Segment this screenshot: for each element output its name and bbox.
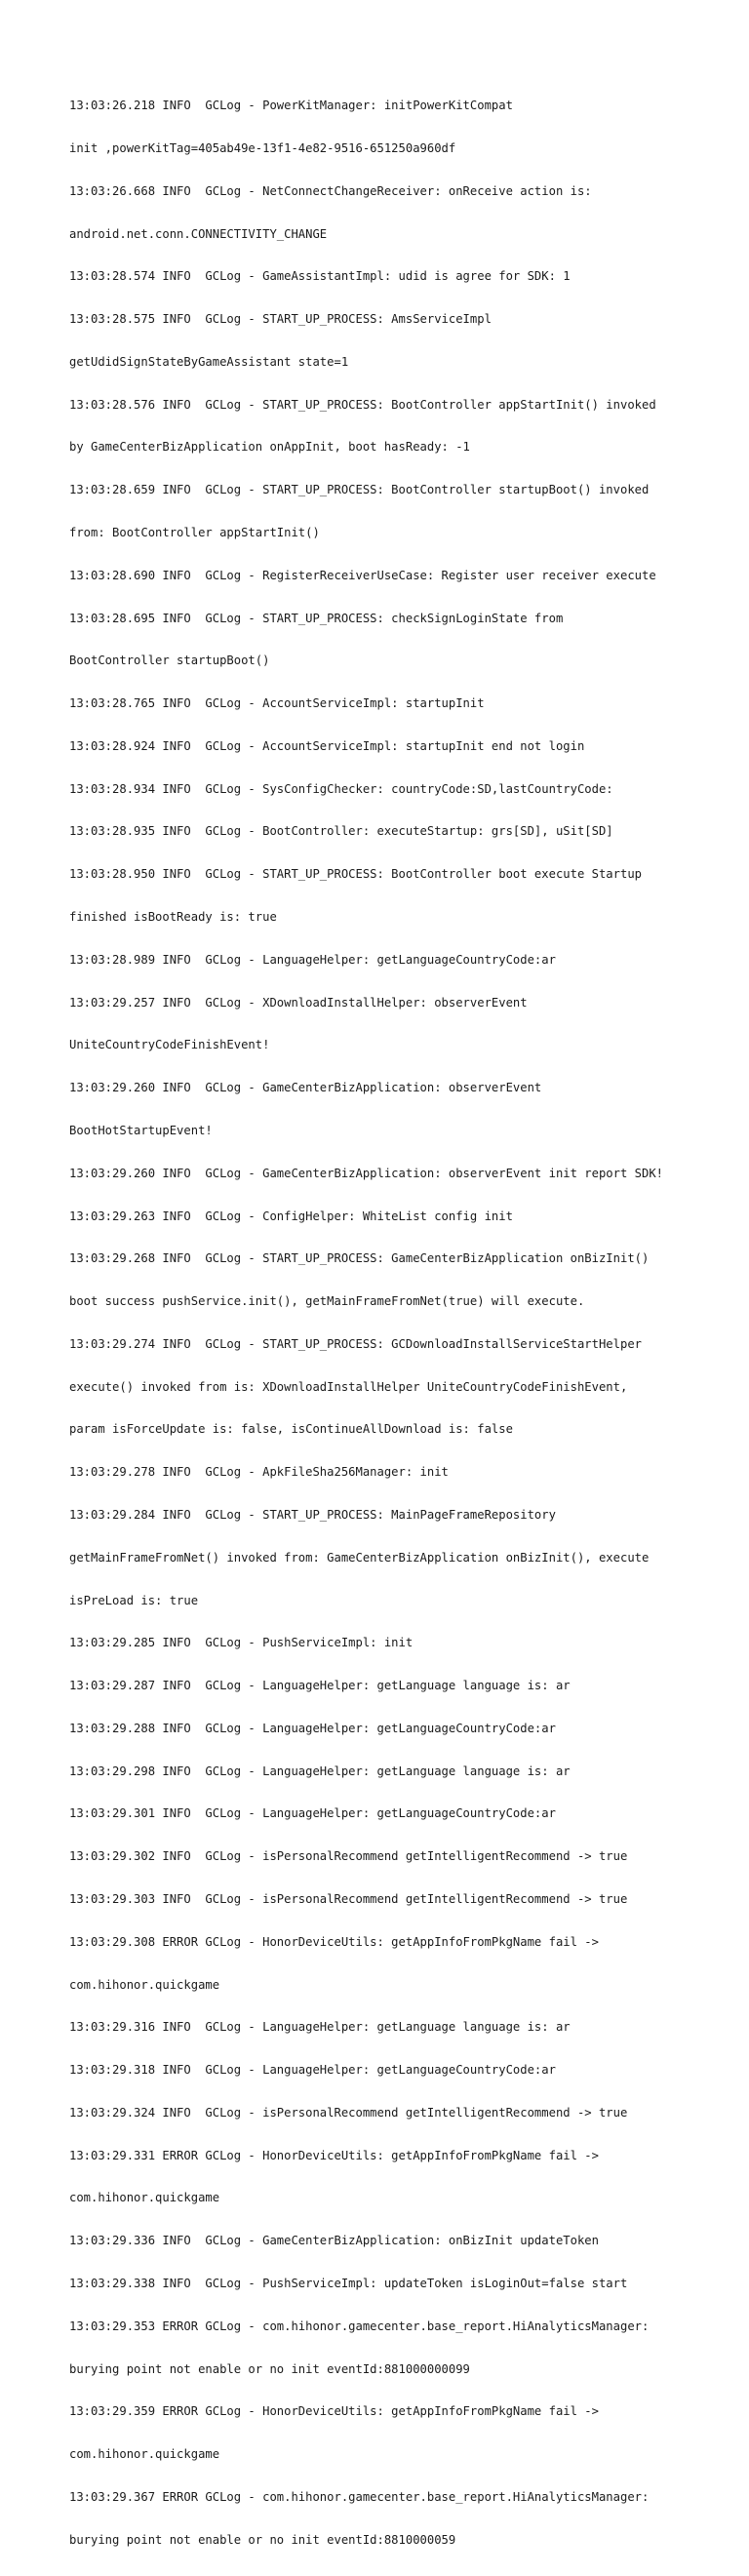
- log-line: by GameCenterBizApplication onAppInit, boot hasReady: -1: [69, 440, 470, 455]
- log-line: init ,powerKitTag=405ab49e-13f1-4e82-9516-651250a960df: [69, 140, 456, 155]
- log-line: 13:03:29.331 ERROR GCLog - HonorDeviceUtils: getAppInfoFromPkgName fail ->: [69, 2148, 599, 2162]
- log-line: param isForceUpdate is: false, isContinueAllDownload is: false: [69, 1422, 513, 1437]
- log-line: 13:03:29.359 ERROR GCLog - HonorDeviceUtils: getAppInfoFromPkgName fail ->: [69, 2404, 599, 2419]
- log-line: 13:03:29.284 INFO GCLog - START_UP_PROCESS: MainPageFrameRepository: [69, 1507, 556, 1522]
- log-line: 13:03:28.934 INFO GCLog - SysConfigChecker: countryCode:SD,lastCountryCode:: [69, 781, 613, 796]
- log-line: 13:03:29.288 INFO GCLog - LanguageHelper: getLanguageCountryCode:ar: [69, 1721, 556, 1735]
- log-line: isPreLoad is: true: [69, 1593, 199, 1607]
- log-line: 13:03:28.574 INFO GCLog - GameAssistantImpl: udid is agree for SDK: 1: [69, 269, 571, 284]
- log-line: 13:03:29.302 INFO GCLog - isPersonalRecommend getIntelligentRecommend -> true: [69, 1849, 628, 1864]
- log-line: 13:03:29.318 INFO GCLog - LanguageHelper: getLanguageCountryCode:ar: [69, 2063, 556, 2078]
- log-line: 13:03:29.278 INFO GCLog - ApkFileSha256Manager: init: [69, 1465, 449, 1480]
- log-line: 13:03:29.274 INFO GCLog - START_UP_PROCESS: GCDownloadInstallServiceStartHelper: [69, 1336, 642, 1351]
- log-line: 13:03:29.268 INFO GCLog - START_UP_PROCESS: GameCenterBizApplication onBizInit(): [69, 1251, 650, 1266]
- log-line: 13:03:29.316 INFO GCLog - LanguageHelper: getLanguage language is: ar: [69, 2020, 571, 2035]
- log-line: 13:03:26.218 INFO GCLog - PowerKitManager: initPowerKitCompat: [69, 99, 513, 113]
- log-line: android.net.conn.CONNECTIVITY_CHANGE: [69, 226, 328, 241]
- log-line: BootController startupBoot(): [69, 654, 270, 668]
- log-line: 13:03:29.285 INFO GCLog - PushServiceImpl: init: [69, 1636, 414, 1650]
- log-line: 13:03:26.668 INFO GCLog - NetConnectChangeReceiver: onReceive action is:: [69, 183, 592, 198]
- log-line: 13:03:29.287 INFO GCLog - LanguageHelper: getLanguage language is: ar: [69, 1679, 571, 1693]
- log-line: 13:03:29.353 ERROR GCLog - com.hihonor.gamecenter.base_report.HiAnalyticsManager:: [69, 2318, 650, 2333]
- log-line: 13:03:28.950 INFO GCLog - START_UP_PROCESS: BootController boot execute Startup: [69, 867, 642, 882]
- log-line: 13:03:29.367 ERROR GCLog - com.hihonor.gamecenter.base_report.HiAnalyticsManager:: [69, 2489, 650, 2504]
- log-line: UniteCountryCodeFinishEvent!: [69, 1038, 270, 1052]
- log-line: 13:03:29.338 INFO GCLog - PushServiceImpl: updateToken isLoginOut=false start: [69, 2277, 628, 2291]
- log-line: 13:03:29.260 INFO GCLog - GameCenterBizApplication: observerEvent: [69, 1081, 542, 1095]
- log-line: 13:03:28.765 INFO GCLog - AccountServiceImpl: startupInit: [69, 696, 485, 711]
- log-line: 13:03:29.324 INFO GCLog - isPersonalRecommend getIntelligentRecommend -> true: [69, 2105, 628, 2120]
- log-line: 13:03:28.575 INFO GCLog - START_UP_PROCESS: AmsServiceImpl: [69, 312, 492, 327]
- log-line: 13:03:29.263 INFO GCLog - ConfigHelper: WhiteList config init: [69, 1209, 513, 1223]
- log-line: 13:03:29.336 INFO GCLog - GameCenterBizApplication: onBizInit updateToken: [69, 2234, 599, 2248]
- log-line: 13:03:29.301 INFO GCLog - LanguageHelper: getLanguageCountryCode:ar: [69, 1806, 556, 1821]
- log-line: 13:03:28.989 INFO GCLog - LanguageHelper: getLanguageCountryCode:ar: [69, 952, 556, 967]
- log-line: 13:03:28.576 INFO GCLog - START_UP_PROCESS: BootController appStartInit() invoked: [69, 397, 656, 412]
- log-line: boot success pushService.init(), getMainFrameFromNet(true) will execute.: [69, 1294, 585, 1309]
- log-line: 13:03:28.935 INFO GCLog - BootController: executeStartup: grs[SD], uSit[SD]: [69, 824, 613, 839]
- log-line: 13:03:28.924 INFO GCLog - AccountServiceImpl: startupInit end not login: [69, 738, 585, 753]
- log-line: 13:03:29.257 INFO GCLog - XDownloadInstallHelper: observerEvent: [69, 995, 528, 1010]
- log-line: 13:03:29.308 ERROR GCLog - HonorDeviceUtils: getAppInfoFromPkgName fail ->: [69, 1934, 599, 1949]
- log-line: from: BootController appStartInit(): [69, 526, 320, 539]
- log-line: 13:03:28.690 INFO GCLog - RegisterReceiverUseCase: Register user receiver execute: [69, 568, 656, 582]
- log-line: getMainFrameFromNet() invoked from: GameCenterBizApplication onBizInit(), execute: [69, 1550, 650, 1565]
- log-text-block: [69, 70, 693, 2576]
- log-line: burying point not enable or no init eventId:8810000059: [69, 2532, 456, 2547]
- log-line: com.hihonor.quickgame: [69, 2191, 220, 2205]
- log-line: BootHotStartupEvent!: [69, 1123, 213, 1137]
- log-line: execute() invoked from is: XDownloadInstallHelper UniteCountryCodeFinishEvent,: [69, 1379, 628, 1394]
- log-line: 13:03:28.695 INFO GCLog - START_UP_PROCESS: checkSignLoginState from: [69, 611, 564, 625]
- log-line: com.hihonor.quickgame: [69, 1977, 220, 1992]
- log-line: burying point not enable or no init eventId:881000000099: [69, 2361, 470, 2376]
- log-line: 13:03:28.659 INFO GCLog - START_UP_PROCESS: BootController startupBoot() invoked: [69, 483, 650, 497]
- log-line: 13:03:29.303 INFO GCLog - isPersonalRecommend getIntelligentRecommend -> true: [69, 1892, 628, 1906]
- log-line: finished isBootReady is: true: [69, 910, 277, 925]
- log-line: com.hihonor.quickgame: [69, 2447, 220, 2462]
- log-line: 13:03:29.260 INFO GCLog - GameCenterBizApplication: observerEvent init report SDK!: [69, 1166, 664, 1180]
- log-line: getUdidSignStateByGameAssistant state=1: [69, 354, 349, 369]
- log-line: 13:03:29.298 INFO GCLog - LanguageHelper: getLanguage language is: ar: [69, 1764, 571, 1778]
